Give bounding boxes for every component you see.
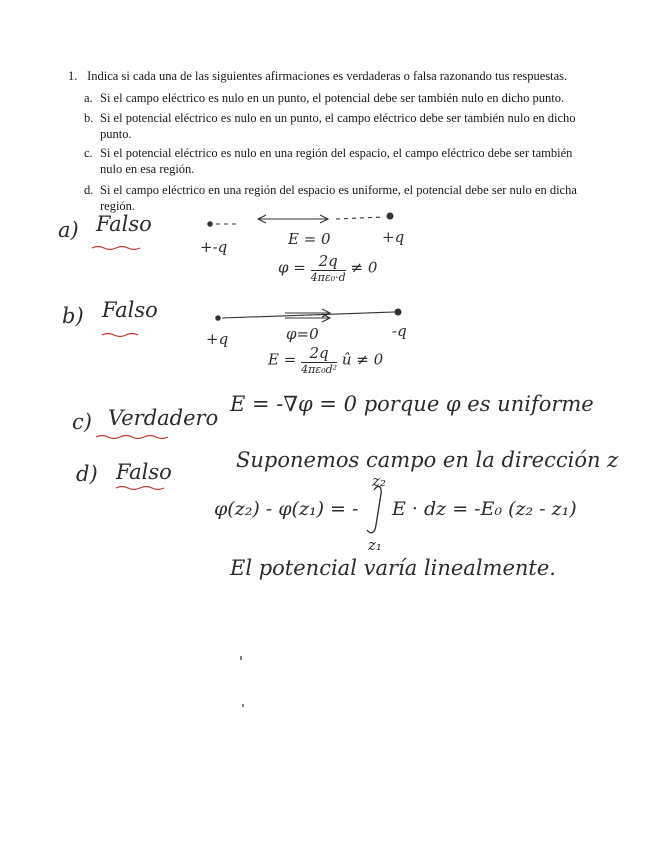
answer-d-verdict: Falso <box>116 460 172 484</box>
answer-c-verdict: Verdadero <box>108 406 219 430</box>
answer-d-label: d) <box>76 462 98 486</box>
answer-b-potential: φ=0 <box>286 325 319 343</box>
diagram-b <box>216 309 401 322</box>
underline-a <box>92 247 140 250</box>
answer-b-label: b) <box>62 304 84 328</box>
statement-text: Si el potencial eléctrico es nulo en un punto, el campo eléctrico debe ser también nulo en dicho punto. <box>100 111 576 141</box>
integral-lower-limit: z₁ <box>368 536 382 554</box>
underline-d <box>116 487 164 490</box>
answer-a-label: a) <box>58 218 79 242</box>
statement-text: Si el campo eléctrico en una región del espacio es uniforme, el potencial debe ser nulo en dicha región. <box>100 183 577 213</box>
answer-b-charge-left: +q <box>206 330 229 348</box>
potential-fraction <box>311 254 346 283</box>
statement-letter: b. <box>84 111 94 125</box>
field-lhs: E = <box>268 350 297 369</box>
answer-a-field: E = 0 <box>288 230 331 248</box>
statement-text: Si el campo eléctrico es nulo en un punto, el potencial debe ser también nulo en dicho punto. <box>100 91 565 105</box>
fraction-numerator: 2q <box>301 346 337 363</box>
answer-a-verdict: Falso <box>96 212 152 236</box>
charge-right-a <box>387 213 393 219</box>
fraction-numerator: 2q <box>311 254 346 271</box>
answer-b-verdict: Falso <box>102 298 158 322</box>
underline-c <box>96 436 168 439</box>
potential-lhs: φ = <box>278 258 306 277</box>
question-number: 1. <box>68 69 78 83</box>
integral-upper-limit: z₂ <box>372 472 386 490</box>
statement-letter: d. <box>84 183 94 197</box>
answer-d-assumption: Suponemos campo en la dirección z <box>236 448 619 472</box>
answer-b-charge-right: -q <box>392 322 407 340</box>
underline-b <box>102 334 138 337</box>
charge-right-b <box>395 309 401 315</box>
fraction-denominator: 4πε₀d² <box>301 363 338 376</box>
question-text: Indica si cada una de las siguientes afirmaciones es verdaderas o falsa razonando tus respuestas. <box>87 69 568 83</box>
answer-c-relation: E = -∇φ = 0 porque φ es uniforme <box>230 392 594 416</box>
answer-b-field <box>268 346 383 375</box>
answer-d-equation-rhs: E · dz = -E₀ (z₂ - z₁) <box>392 498 577 520</box>
answer-d-equation-lhs: φ(z₂) - φ(z₁) = - <box>214 498 359 520</box>
answer-d-conclusion: El potencial varía linealmente. <box>230 556 556 580</box>
statement-letter: c. <box>84 146 93 160</box>
field-rhs: û ≠ 0 <box>341 350 384 369</box>
answer-a-potential <box>278 254 377 283</box>
answer-a-charge-right: +q <box>382 228 405 246</box>
answer-a-charge-left: +-q <box>200 238 228 256</box>
statement-text: Si el potencial eléctrico es nulo en una región del espacio, el campo eléctrico debe ser también nulo en esa región. <box>100 146 573 176</box>
potential-rhs: ≠ 0 <box>350 258 378 277</box>
statement-letter: a. <box>84 91 93 105</box>
integral-sign <box>367 487 381 533</box>
charge-left-b <box>216 316 220 320</box>
diagram-a <box>208 213 393 226</box>
charge-left-a <box>208 222 212 226</box>
answer-c-label: c) <box>72 410 92 434</box>
field-fraction <box>301 346 337 375</box>
fraction-denominator: 4πε₀·d <box>310 271 346 284</box>
